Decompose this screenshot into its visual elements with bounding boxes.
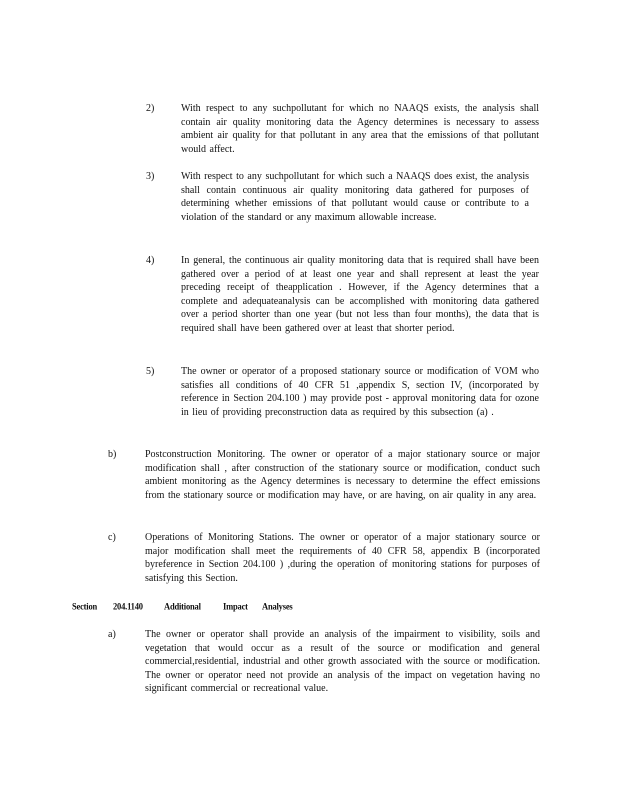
- item-text: The owner or operator of a proposed stationary source or modification of VOM who satisfies all conditions of 40 CFR 51 ,appendix S, section IV, (incorporated by reference in Section 204.100 ) may provide post - approval monitoring data for ozone in lieu of providing preconstruction data as required by this subsection (a) .: [181, 366, 539, 418]
- section-title-word-1: Additional: [164, 601, 201, 612]
- item-label: 3): [146, 171, 155, 182]
- item-text: In general, the continuous air quality monitoring data that is required shall have been gathered over a period of at least one year and shall represent at least the year preceding receipt of theapplication . However, if the Agency determines that a complete and adequateanalysis can be accomplished with monitoring data gathered over a period shorter than one year (but not less than four months), the data that is required shall have been gathered over at least that shorter period.: [181, 255, 539, 334]
- section-word: Section: [72, 601, 98, 612]
- item-text: Postconstruction Monitoring. The owner or operator of a major stationary source or major modification shall , after construction of the stationary source or modification, conduct such ambient monitoring as the Agency determines is necessary to determine the effect emissions from the stationary source or modification may have, or are having, on air quality in any area.: [145, 449, 540, 501]
- item-label: a): [108, 629, 116, 640]
- item-label: b): [108, 449, 117, 460]
- item-text: With respect to any suchpollutant for which such a NAAQS does exist, the analysis shall contain continuous air quality monitoring data gathered for purposes of determining whether emissions of that pollutant would cause or contribute to a violation of the standard or any maximum allowable increase.: [181, 171, 529, 223]
- item-label: 4): [146, 255, 155, 266]
- item-label: c): [108, 532, 116, 543]
- item-text: With respect to any suchpollutant for which no NAAQS exists, the analysis shall contain air quality monitoring data the Agency determines is necessary to assess ambient air quality for that pollutant in any area that the emissions of that pollutant would affect.: [181, 103, 539, 155]
- item-label: 2): [146, 103, 155, 114]
- section-title-word-3: Analyses: [262, 601, 293, 612]
- item-label: 5): [146, 366, 155, 377]
- item-text: Operations of Monitoring Stations. The owner or operator of a major stationary source or major modification shall meet the requirements of 40 CFR 58, appendix B (incorporated byreference in Section 204.100 ) ,during the operation of monitoring stations for purposes of satisfying this Section.: [145, 532, 540, 584]
- section-title-word-2: Impact: [223, 601, 248, 612]
- section-number: 204.1140: [113, 601, 143, 612]
- item-text: The owner or operator shall provide an analysis of the impairment to visibility, soils and vegetation that would occur as a result of the source or modification and general commercial,residential, industrial and other growth associated with the source or modification. The owner or operator need not provide an analysis of the impact on vegetation having no significant commercial or recreational value.: [145, 629, 540, 695]
